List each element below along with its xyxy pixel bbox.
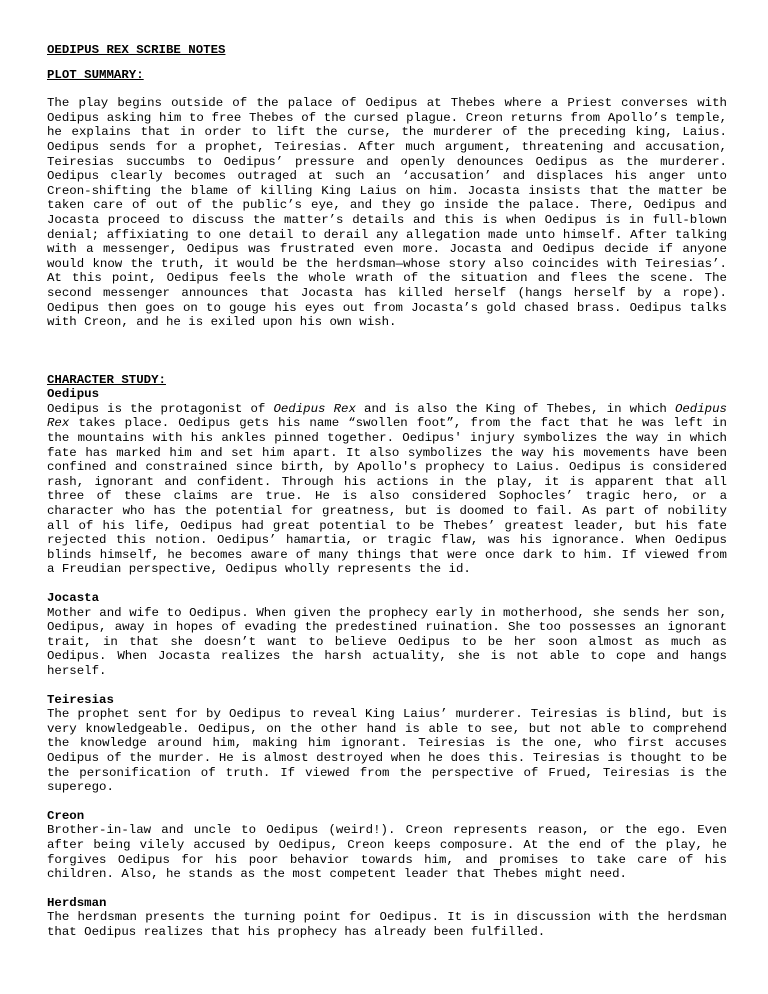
character-name-creon: Creon <box>47 808 85 823</box>
character-jocasta <box>47 591 727 679</box>
oedipus-text-part: and is also the King of Thebes, in which <box>355 401 675 416</box>
play-title-italic: Oedipus Rex <box>273 401 356 416</box>
character-name-jocasta: Jocasta <box>47 591 100 605</box>
character-text-oedipus <box>47 402 727 577</box>
document-title: OEDIPUS REX SCRIBE NOTES <box>47 43 226 57</box>
character-creon <box>47 809 727 882</box>
character-herdsman <box>47 896 727 940</box>
character-name-teiresias: Teiresias <box>47 692 114 707</box>
oedipus-text-part: Oedipus is the protagonist of <box>47 401 274 416</box>
character-text-teiresias: The prophet sent for by Oedipus to reveal King Laius’ murderer. Teiresias is blind, but is very knowledgeable. Oedipus, on the other hand is able to see, but not able to comprehend the knowledge around him, making him ignorant. Teiresias is the one, who first accuses Oedipus of the murder. He is almost destroyed when he does this. Teiresias is thought to be the personification of truth. If viewed from the perspective of Frued, Teiresias is the superego. <box>47 707 727 795</box>
character-name-oedipus: Oedipus <box>47 387 100 402</box>
character-text-creon: Brother-in-law and uncle to Oedipus (weird!). Creon represents reason, or the ego. Even after being vilely accused by Oedipus, Creon keeps composure. At the end of the play, he forgives Oedipus for his poor behavior towards him, and promises to take care of his children. Also, he stands as the most competent leader that Thebes might need. <box>47 823 727 882</box>
plot-summary-heading: PLOT SUMMARY: <box>47 67 144 82</box>
character-study-heading: CHARACTER STUDY: <box>47 372 166 387</box>
plot-summary-text: The play begins outside of the palace of Oedipus at Thebes where a Priest converses with Oedipus asking him to free Thebes of the cursed plague. Creon returns from Apollo’s temple, he explains that in order to lift the curse, the murderer of the preceding king, Laius. Oedipus sends for a prophet, Teiresias. After much argument, threatening and accusation, Teiresias succumbs to Oedipus’ pressure and openly denounces Oedipus as the murderer. Oedipus clearly becomes outraged at such an ‘accusation’ and displaces his anger unto Creon-shifting the blame of killing King Laius on him. Jocasta insists that the matter be taken care of out of the public’s eye, and they go inside the palace. There, Oedipus and Jocasta proceed to discuss the matter’s details and this is when Oedipus is in full-blown denial; affixiating to one detail to derail any allegation made unto himself. After talking with a messenger, Oedipus was frustrated even more. Jocasta and Oedipus decide if anyone would know the truth, it would be the herdsman—whose story also coincides with Teiresias’. At this point, Oedipus feels the whole wrath of the situation and flees the scene. The second messenger announces that Jocasta has killed herself (hangs herself by a rope). Oedipus then goes on to gouge his eyes out from Jocasta’s gold chased brass. Oedipus talks with Creon, and he is exiled upon his own wish. <box>47 96 727 330</box>
character-name-herdsman: Herdsman <box>47 895 107 910</box>
character-text-herdsman: The herdsman presents the turning point for Oedipus. It is in discussion with the herdsman that Oedipus realizes that his prophecy has already been fulfilled. <box>47 910 727 939</box>
play-title-italic: Oedipus Rex <box>47 401 727 431</box>
document-page <box>47 43 727 953</box>
character-text-jocasta: Mother and wife to Oedipus. When given the prophecy early in motherhood, she sends her son, Oedipus, away in hopes of evading the predestined ruination. She too possesses an ignorant trait, in that she doesn’t want to believe Oedipus to be her soon almost as much as Oedipus. When Jocasta realizes the harsh actuality, she is not able to cope and hangs herself. <box>47 605 727 678</box>
character-teiresias <box>47 693 727 795</box>
character-oedipus <box>47 387 727 577</box>
oedipus-text-part: takes place. Oedipus gets his name “swollen foot”, from the fact that he was left in the mountains with his ankles pinned together. Oedipus' injury symbolizes the way in which fate has marked him and set him apart. It also symbolizes the way his movements have been confined and constrained since birth, by Apollo's prophecy to Laius. Oedipus is considered rash, ignorant and confident. Through his actions in the play, it is apparent that all three of these claims are true. He is also considered Sophocles’ tragic hero, or a character who has the potential for greatness, but is doomed to fail. As part of nobility all of his life, Oedipus had great potential to be Thebes’ greatest leader, but his fate rejected this notion. Oedipus’ hamartia, or tragic flaw, was his ignorance. When Oedipus blinds himself, he becomes aware of many things that were once dark to him. If viewed from a Freudian perspective, Oedipus wholly represents the id. <box>47 416 727 577</box>
